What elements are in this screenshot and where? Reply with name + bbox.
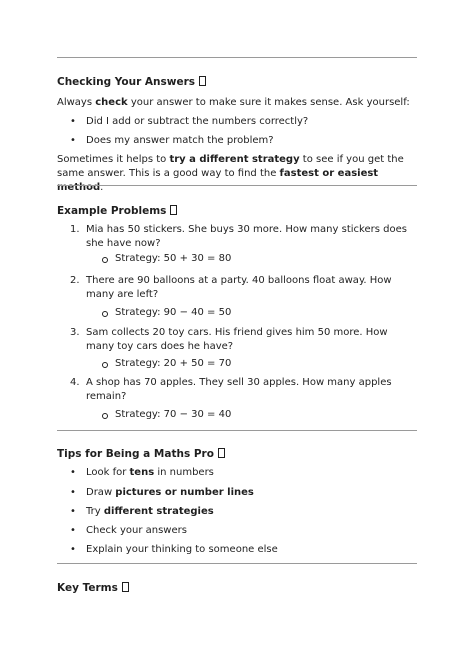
emoji-placeholder-icon <box>122 582 129 592</box>
problem-item <box>70 274 418 302</box>
section-divider <box>57 563 417 564</box>
intro-text-end: your answer to make sure it makes sense. Ask yourself: <box>127 97 410 108</box>
emoji-placeholder-icon <box>218 448 225 458</box>
section-divider <box>57 430 417 431</box>
intro-text: Always <box>57 97 96 108</box>
section-heading-tips <box>57 447 225 461</box>
tip-text: Look for <box>86 467 130 478</box>
strategy-text: Strategy: 70 − 30 = 40 <box>115 409 232 420</box>
emoji-placeholder-icon <box>199 76 206 86</box>
strategy-item <box>102 306 231 320</box>
hollow-bullet-icon <box>102 362 108 368</box>
problem-number: 3. <box>70 327 80 338</box>
tip-text: Explain your thinking to someone else <box>86 544 278 555</box>
section-divider <box>57 185 417 186</box>
tip-bold: pictures or number lines <box>115 487 254 498</box>
strategy-text: Strategy: 20 + 50 = 70 <box>115 358 232 369</box>
strategy-item <box>102 357 231 371</box>
intro-bold: check <box>95 97 128 108</box>
problem-number: 4. <box>70 377 80 388</box>
tip-text: Sometimes it helps to <box>57 154 170 165</box>
list-item <box>70 466 418 480</box>
tip-text-end: . <box>100 182 104 193</box>
section-heading-checking <box>57 75 206 89</box>
tip-bold: different strategies <box>103 506 214 517</box>
hollow-bullet-icon <box>102 413 108 419</box>
list-item <box>70 486 418 500</box>
list-item <box>70 134 418 148</box>
problem-item <box>70 223 418 251</box>
strategy-text: Strategy: 50 + 30 = 80 <box>115 253 232 264</box>
tip-text: Check your answers <box>86 525 187 536</box>
problem-text: A shop has 70 apples. They sell 30 apples. How many apples remain? <box>86 377 392 402</box>
list-item <box>70 505 418 519</box>
heading-text: Example Problems <box>57 205 167 217</box>
section-heading-key-terms <box>57 581 129 595</box>
tip-text-mid: to see if you get the same answer. This is a good way to find the <box>57 154 404 179</box>
strategy-text: Strategy: 90 − 40 = 50 <box>115 307 232 318</box>
list-item <box>70 543 418 557</box>
section-heading-examples <box>57 204 177 218</box>
problem-item <box>70 326 418 354</box>
strategy-item <box>102 252 231 266</box>
tip-text: Try <box>86 506 104 517</box>
problem-number: 1. <box>70 224 80 235</box>
tip-bold-2: fastest or easiest method <box>57 168 379 193</box>
tip-text: Draw <box>86 487 116 498</box>
heading-text: Checking Your Answers <box>57 76 196 88</box>
checking-tip <box>57 153 419 195</box>
tip-bold: try a different strategy <box>169 154 300 165</box>
section-divider <box>57 57 417 58</box>
problem-text: Mia has 50 stickers. She buys 30 more. How many stickers does she have now? <box>86 224 407 249</box>
strategy-item <box>102 408 231 422</box>
checking-intro <box>57 96 419 110</box>
bullet-text: Did I add or subtract the numbers correctly? <box>86 116 309 127</box>
bullet-text: Does my answer match the problem? <box>86 135 274 146</box>
problem-text: There are 90 balloons at a party. 40 balloons float away. How many are left? <box>86 275 392 300</box>
tip-text-end: in numbers <box>154 467 214 478</box>
emoji-placeholder-icon <box>170 205 177 215</box>
list-item <box>70 115 418 129</box>
tip-bold: tens <box>129 467 155 478</box>
heading-text: Key Terms <box>57 582 118 594</box>
hollow-bullet-icon <box>102 257 108 263</box>
problem-number: 2. <box>70 275 80 286</box>
heading-text: Tips for Being a Maths Pro <box>57 448 214 460</box>
problem-item <box>70 376 418 404</box>
list-item <box>70 524 418 538</box>
problem-text: Sam collects 20 toy cars. His friend gives him 50 more. How many toy cars does he have? <box>86 327 388 352</box>
hollow-bullet-icon <box>102 311 108 317</box>
